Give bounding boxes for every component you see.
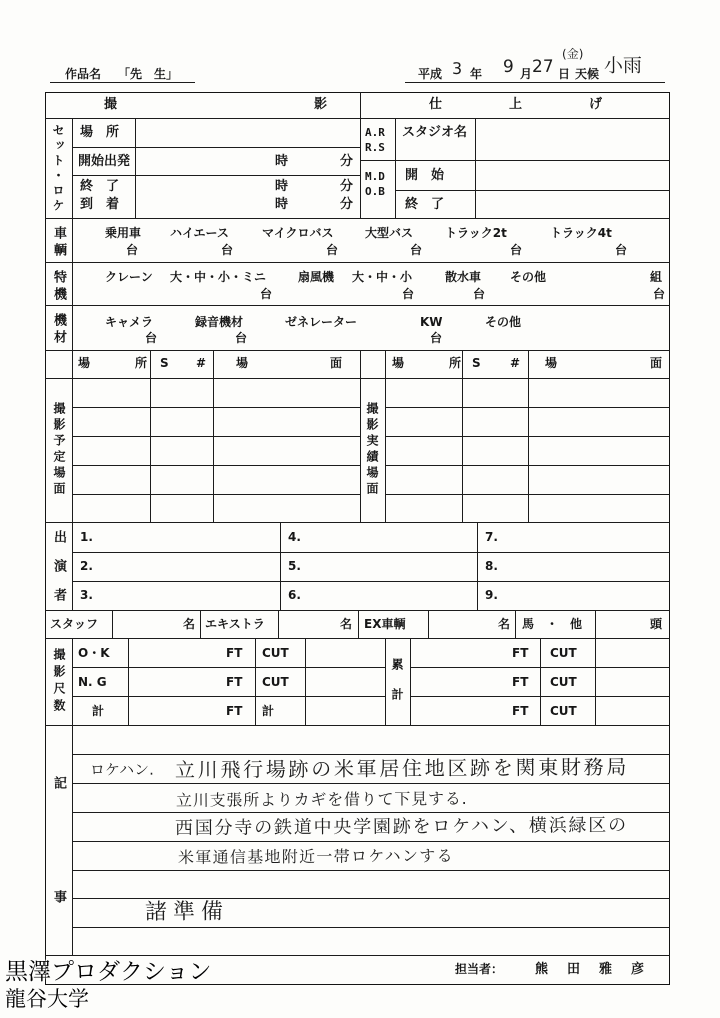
- table-rule: [45, 725, 670, 726]
- fan-sizes: 大・中・小: [352, 270, 413, 284]
- vehicle-type: ハイエース: [170, 226, 229, 240]
- shooting-header: 影: [314, 97, 328, 112]
- table-rule: [72, 118, 73, 610]
- unit-label: 台: [126, 243, 139, 257]
- table-rule: [45, 262, 670, 263]
- vehicle-type: トラック2t: [445, 226, 507, 240]
- table-rule: [360, 160, 670, 161]
- cast-number: 8.: [485, 559, 498, 573]
- table-rule: [72, 696, 385, 697]
- table-rule: [200, 610, 201, 638]
- table-rule: [72, 667, 385, 668]
- table-rule: [45, 955, 670, 956]
- total-label: 計: [92, 704, 105, 718]
- table-rule: [462, 350, 463, 522]
- md-label: M.D: [365, 170, 385, 183]
- footage-label: 撮影尺数: [52, 648, 66, 716]
- table-rule: [45, 378, 670, 379]
- arrival-label: 到 着: [80, 197, 120, 212]
- notes-label: 記事: [51, 776, 66, 1004]
- special-equipment-label: 特機: [51, 270, 66, 304]
- note-line: 西国分寺の鉄道中央学園跡をロケハン、横浜緑区の: [174, 814, 628, 839]
- cut-unit: CUT: [262, 675, 289, 689]
- note-line: 米軍通信基地附近一帯ロケハンする: [177, 846, 454, 867]
- studio-name-label: スタジオ名: [402, 125, 468, 140]
- unit-label: 台: [326, 243, 339, 257]
- day-unit: 日: [558, 67, 571, 81]
- weekday-value: (金): [561, 46, 584, 61]
- crane-label: クレーン: [105, 270, 153, 284]
- vehicle-type: マイクロバス: [262, 226, 334, 240]
- minute-unit: 分: [340, 197, 354, 212]
- notes-rule: [72, 898, 670, 899]
- place-label: 場 所: [80, 125, 120, 140]
- unit-label: 台: [145, 331, 158, 345]
- table-rule: [280, 522, 281, 610]
- note-line: 立川支張所よりカギを借りて下見する.: [175, 788, 468, 810]
- title-underline: [50, 82, 195, 83]
- table-rule: [72, 638, 73, 955]
- date-underline: [405, 82, 665, 83]
- table-rule: [360, 92, 361, 218]
- shooting-header: 撮: [104, 97, 118, 112]
- scene-s-header: S: [472, 356, 481, 370]
- table-rule: [358, 610, 359, 638]
- actual-scenes-label: 撮影実績場面: [365, 402, 379, 498]
- head-unit: 頭: [650, 617, 663, 631]
- work-title: 「先 生」: [118, 67, 179, 81]
- cut-unit: CUT: [262, 646, 289, 660]
- start-departure-label: 開始出発: [78, 154, 131, 169]
- ft-unit: FT: [512, 646, 529, 660]
- ft-unit: FT: [226, 704, 243, 718]
- scene-header: 場: [236, 356, 249, 370]
- extras-label: エキストラ: [205, 617, 265, 631]
- end-label: 終 了: [80, 179, 120, 194]
- table-rule: [72, 581, 670, 582]
- end-label: 終 了: [405, 197, 445, 212]
- unit-label: 台: [653, 287, 666, 301]
- table-rule: [72, 147, 360, 148]
- table-rule: [150, 350, 151, 522]
- unit-label: 台: [430, 331, 443, 345]
- cut-unit: CUT: [550, 675, 577, 689]
- scene-number-header: #: [196, 356, 207, 370]
- name-unit: 名: [340, 617, 353, 631]
- total-label: 計: [262, 704, 275, 718]
- scene-place-header: 場: [392, 356, 405, 370]
- ng-label: N. G: [78, 675, 107, 689]
- finishing-header: 上: [509, 97, 523, 112]
- camera-label: キャメラ: [105, 315, 154, 329]
- unit-label: 台: [615, 243, 628, 257]
- person-in-charge-label: 担当者：: [455, 962, 504, 976]
- table-rule: [112, 610, 113, 638]
- cast-number: 7.: [485, 530, 498, 544]
- vehicle-type: 大型バス: [365, 226, 414, 240]
- table-rule: [72, 494, 360, 495]
- cut-unit: CUT: [550, 646, 577, 660]
- name-unit: 名: [498, 617, 511, 631]
- kw-label: KW: [420, 315, 443, 329]
- sound-equipment-label: 録音機材: [195, 315, 244, 329]
- title-label: 作品名: [65, 67, 102, 81]
- table-rule: [475, 118, 476, 218]
- table-rule: [360, 350, 361, 522]
- scene-header: 面: [650, 356, 663, 370]
- table-rule: [410, 638, 411, 725]
- ex-vehicle-label: EX車輌: [364, 617, 406, 631]
- table-rule: [45, 350, 670, 351]
- table-rule: [213, 350, 214, 522]
- scene-place-header: 所: [449, 356, 462, 370]
- notes-rule: [72, 841, 670, 842]
- unit-label: 台: [221, 243, 234, 257]
- rs-label: R.S: [365, 141, 385, 154]
- cast-number: 6.: [288, 588, 301, 602]
- generator-label: ゼネレーター: [285, 315, 358, 329]
- table-rule: [72, 436, 360, 437]
- table-rule: [72, 175, 360, 176]
- month-unit: 月: [520, 67, 533, 81]
- ft-unit: FT: [512, 675, 529, 689]
- scene-number-header: #: [510, 356, 521, 370]
- scene-place-header: 場: [78, 356, 91, 370]
- cast-number: 9.: [485, 588, 498, 602]
- notes-rule: [72, 783, 670, 784]
- note-line: ロケハン.: [89, 760, 154, 779]
- set-location-label: セット・ロケ: [51, 124, 65, 214]
- table-rule: [72, 407, 360, 408]
- table-rule: [385, 638, 386, 725]
- unit-label: 台: [235, 331, 248, 345]
- note-line: 諸準備: [144, 899, 230, 925]
- table-rule: [45, 522, 670, 523]
- ft-unit: FT: [226, 646, 243, 660]
- name-unit: 名: [183, 617, 196, 631]
- unit-label: 台: [410, 243, 423, 257]
- minute-unit: 分: [340, 154, 354, 169]
- table-rule: [540, 638, 541, 725]
- ok-label: O・K: [78, 646, 110, 660]
- table-rule: [255, 638, 256, 725]
- table-rule: [278, 610, 279, 638]
- other-label: その他: [510, 270, 547, 284]
- watermark-line2: 龍谷大学: [5, 987, 89, 1011]
- table-rule: [45, 218, 670, 219]
- ft-unit: FT: [226, 675, 243, 689]
- ft-unit: FT: [512, 704, 529, 718]
- notes-rule: [72, 927, 670, 928]
- finishing-header: 仕: [429, 97, 443, 112]
- vehicle-type: 乗用車: [105, 226, 142, 240]
- weather-value: 小雨: [603, 54, 643, 77]
- planned-scenes-label: 撮影予定場面: [52, 402, 66, 498]
- water-truck-label: 散水車: [445, 270, 482, 284]
- cast-number: 5.: [288, 559, 301, 573]
- vehicle-type: トラック4t: [550, 226, 612, 240]
- table-rule: [477, 522, 478, 610]
- day-value: 27: [531, 56, 554, 77]
- cumulative-label: 累計: [390, 658, 404, 718]
- scene-header: 面: [330, 356, 343, 370]
- ob-label: O.B: [365, 185, 385, 198]
- table-rule: [428, 610, 429, 638]
- hour-unit: 時: [275, 197, 289, 212]
- table-rule: [45, 118, 670, 119]
- table-rule: [385, 350, 386, 522]
- table-rule: [515, 610, 516, 638]
- weather-label: 天候: [575, 67, 600, 81]
- table-rule: [395, 118, 396, 218]
- equipment-label: 機材: [51, 313, 66, 347]
- fan-label: 扇風機: [298, 270, 335, 284]
- scene-header: 場: [545, 356, 558, 370]
- year-value: 3: [451, 58, 463, 78]
- set-unit-label: 組: [650, 270, 663, 284]
- start-label: 開 始: [405, 168, 445, 183]
- unit-label: 台: [260, 287, 273, 301]
- table-rule: [595, 610, 596, 638]
- table-rule: [595, 638, 596, 725]
- year-unit: 年: [470, 67, 483, 81]
- watermark-line1: 黒澤プロダクション: [5, 959, 212, 985]
- scene-place-header: 所: [135, 356, 148, 370]
- month-value: 9: [502, 56, 514, 77]
- hour-unit: 時: [275, 179, 289, 194]
- table-rule: [135, 118, 136, 218]
- person-in-charge-name: 熊 田 雅 彦: [535, 962, 648, 977]
- horses-other-label: 馬 ・ 他: [522, 617, 583, 631]
- table-rule: [72, 465, 360, 466]
- unit-label: 台: [510, 243, 523, 257]
- ar-label: A.R: [365, 126, 385, 139]
- table-rule: [305, 638, 306, 725]
- era-label: 平成: [418, 67, 443, 81]
- scene-s-header: S: [160, 356, 169, 370]
- cast-number: 3.: [80, 588, 93, 602]
- note-line: 立川飛行場跡の米軍居住地区跡を関東財務局: [174, 754, 630, 782]
- minute-unit: 分: [340, 179, 354, 194]
- table-rule: [45, 305, 670, 306]
- crane-sizes: 大・中・小・ミニ: [170, 270, 267, 284]
- table-rule: [395, 190, 670, 191]
- vehicles-label: 車輌: [51, 226, 66, 260]
- notes-rule: [72, 870, 670, 871]
- notes-rule: [72, 812, 670, 813]
- unit-label: 台: [473, 287, 486, 301]
- cast-number: 1.: [80, 530, 93, 544]
- table-rule: [128, 638, 129, 725]
- cut-unit: CUT: [550, 704, 577, 718]
- table-rule: [72, 552, 670, 553]
- cast-label: 出演者: [51, 530, 66, 617]
- hour-unit: 時: [275, 154, 289, 169]
- table-rule: [45, 638, 670, 639]
- cast-number: 2.: [80, 559, 93, 573]
- finishing-header: げ: [589, 97, 603, 112]
- staff-label: スタッフ: [50, 617, 99, 631]
- table-rule: [528, 350, 529, 522]
- unit-label: 台: [402, 287, 415, 301]
- cast-number: 4.: [288, 530, 301, 544]
- other-label: その他: [485, 315, 522, 329]
